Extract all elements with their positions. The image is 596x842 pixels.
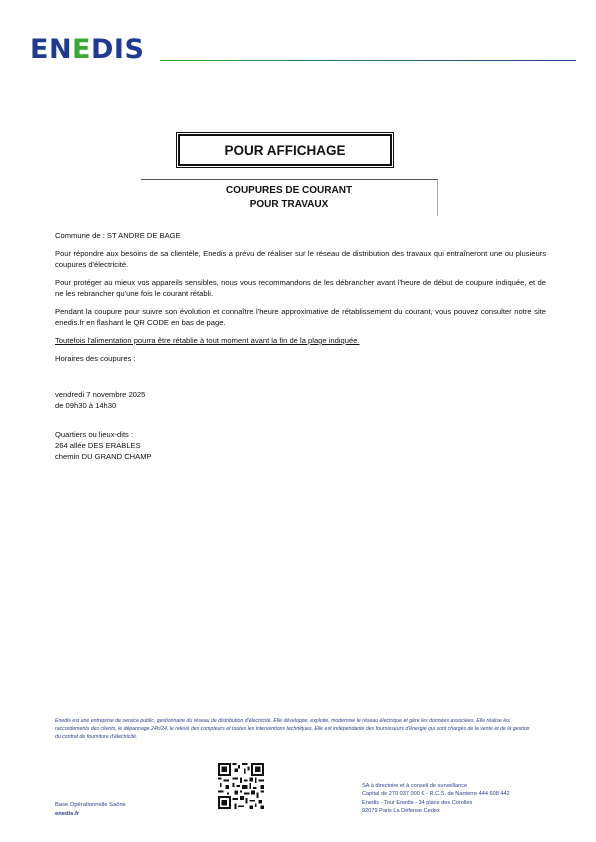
page-title: POUR AFFICHAGE (178, 134, 392, 166)
base-operationnelle: Base Opérationnelle Saône (55, 802, 126, 808)
legal-notice: Enedis est une entreprise de service public, gestionnaire du réseau de distribution d'électricité. Elle développe, exploite, modernise le réseau électrique et gère les données associées. Elle réalise les raccordements des clients, le dépannage 24h/24, le relevé des compteurs et toutes les interventions techniques. Elle est indépendante des fournisseurs d'énergie qui sont chargés de la vente et de la gestion du contrat de fourniture d'électricité. (55, 718, 530, 740)
schedule-time: de 09h30 à 14h30 (55, 401, 117, 410)
footer-right (362, 782, 510, 816)
enedis-logo (30, 36, 144, 63)
company-form: SA à directoire et à conseil de surveillance (362, 783, 468, 789)
company-address-2: 92079 Paris La Défense Cedex (362, 808, 440, 815)
paragraph-1: Pour répondre aux besoins de sa clientèle, Enedis a prévu de réaliser sur le réseau de distribution des travaux qui entraîneront une ou plusieurs coupures d'électricité. (55, 249, 546, 269)
horaires-label: Horaires des coupures : (55, 354, 136, 363)
subtitle-line-2: POUR TRAVAUX (249, 199, 329, 210)
logo-text-dis: DIS (91, 34, 145, 65)
logo-text-en: EN (30, 34, 73, 65)
header-rule (160, 60, 576, 61)
company-address-1: Enedis - Tour Enedis - 34 place des Corolles (362, 799, 473, 806)
paragraph-4: Toutefois l'alimentation pourra être rétablie à tout moment avant la fin de la plage indiquée. (55, 336, 360, 345)
company-capital: Capital de 270 037 000 € - R.C.S. de Nanterre 444 608 442 (362, 791, 510, 798)
quartiers-label: Quartiers ou lieux-dits : (55, 430, 134, 439)
commune-line: Commune de : ST ANDRE DE BAGE (55, 231, 181, 240)
qr-code-icon[interactable] (218, 763, 264, 809)
notice-body (55, 230, 546, 462)
logo-text-e: E (72, 34, 91, 65)
subtitle-line-1: COUPURES DE COURANT (225, 184, 353, 196)
paragraph-3: Pendant la coupure pour suivre son évolution et connaître l'heure approximative de rétablissement du courant, vous pouvez consulter notre site enedis.fr en flashant le QR CODE en bas de page. (55, 307, 546, 327)
subtitle-box (141, 179, 438, 216)
footer-left (55, 801, 126, 818)
place-item: chemin DU GRAND CHAMP (55, 452, 152, 461)
schedule-date: vendredi 7 novembre 2025 (55, 390, 146, 399)
website-link[interactable]: enedis.fr (55, 810, 80, 817)
place-item: 264 allée DES ERABLES (55, 441, 141, 450)
paragraph-2: Pour protéger au mieux vos appareils sensibles, nous vous recommandons de les débrancher avant l'heure de début de coupure indiquée, et de ne les rebrancher qu'une fois le courant rétabli. (55, 278, 546, 298)
